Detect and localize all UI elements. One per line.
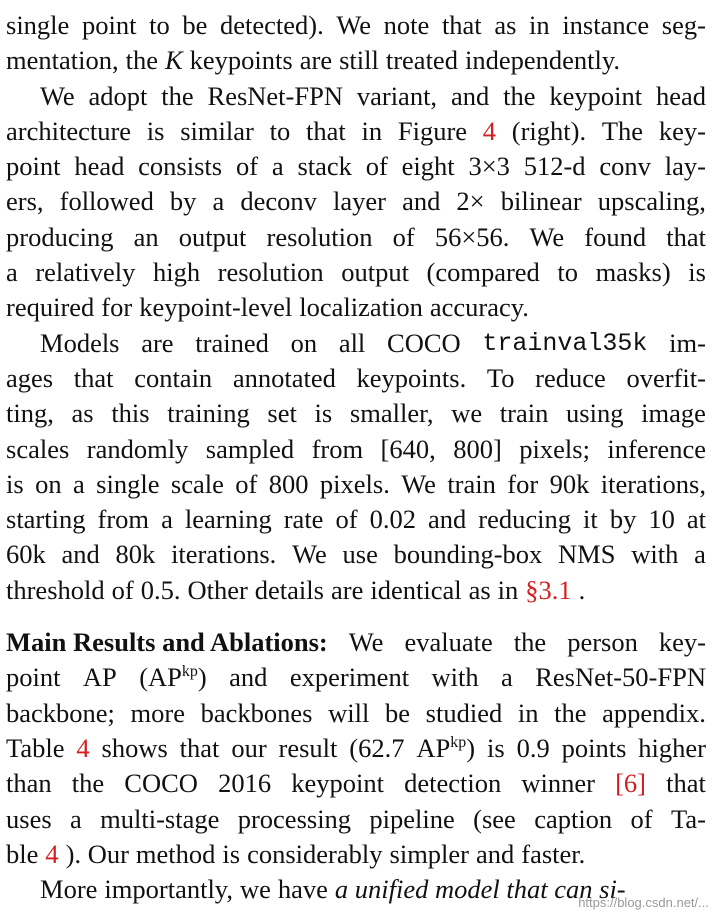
word: reduce xyxy=(535,362,606,393)
word: sampled xyxy=(205,433,295,464)
punctuation: ) xyxy=(466,732,476,763)
word: details xyxy=(254,574,324,605)
text-line xyxy=(6,537,706,572)
word: a xyxy=(212,186,225,217)
word: as xyxy=(494,10,517,40)
word: scales xyxy=(6,433,70,464)
word: we xyxy=(451,398,483,429)
word: point xyxy=(6,151,61,182)
word: that xyxy=(441,10,482,40)
word: localization xyxy=(299,292,423,323)
word: to xyxy=(149,10,170,40)
word: and xyxy=(428,504,467,535)
word: in xyxy=(497,574,519,605)
word: a xyxy=(501,662,513,693)
text-line xyxy=(6,79,706,114)
word: are xyxy=(330,574,364,605)
word: processing xyxy=(237,803,352,834)
word: this xyxy=(111,398,150,429)
text-line xyxy=(6,467,706,502)
word: backbone; xyxy=(6,697,115,728)
word: required xyxy=(6,292,95,323)
word: a unified model that can si- xyxy=(334,874,626,905)
word: keypoint xyxy=(549,80,643,111)
text-line xyxy=(6,361,706,396)
word: (AP xyxy=(139,662,182,693)
word: 800 xyxy=(268,468,309,499)
word: key- xyxy=(658,115,706,146)
word: We xyxy=(292,539,327,570)
word: for xyxy=(507,468,539,499)
word: similar xyxy=(180,115,254,146)
word: AP xyxy=(416,732,451,763)
word: of xyxy=(365,151,388,182)
word: are xyxy=(299,45,333,76)
word: (right). xyxy=(511,115,587,146)
word: caption xyxy=(534,803,613,834)
paragraph-p1 xyxy=(6,8,706,79)
word: COCO xyxy=(124,768,198,799)
word: output xyxy=(341,257,409,288)
word: single xyxy=(6,10,70,40)
word: trained xyxy=(195,327,269,358)
word: upscaling, xyxy=(597,186,706,217)
word: pixels. xyxy=(319,468,390,499)
word: (see xyxy=(473,803,516,834)
word: 3×3 xyxy=(468,151,510,182)
word: with xyxy=(431,662,479,693)
reference-link[interactable]: §3.1 xyxy=(525,574,572,605)
word: train xyxy=(447,468,496,499)
text-line xyxy=(6,802,706,837)
word: the xyxy=(513,627,547,658)
word: Ta- xyxy=(670,803,706,834)
word: in xyxy=(529,10,550,40)
word: person xyxy=(567,627,638,658)
word: trainval35k xyxy=(482,328,648,358)
word: masks) xyxy=(595,257,671,288)
word: from xyxy=(311,433,364,464)
word: NMS xyxy=(558,539,616,570)
word: adopt xyxy=(88,80,148,111)
word: the xyxy=(161,80,194,111)
word: a xyxy=(73,468,85,499)
text-line xyxy=(6,8,706,43)
word: conv xyxy=(599,151,651,182)
word: point xyxy=(81,10,137,40)
word: bounding-box xyxy=(393,539,543,570)
word: im- xyxy=(669,327,706,358)
word: pipeline xyxy=(369,803,455,834)
word: a xyxy=(161,504,173,535)
word: are xyxy=(141,327,174,358)
text-line xyxy=(6,766,706,801)
word: single xyxy=(96,468,160,499)
word: deconv xyxy=(240,186,317,217)
word: We xyxy=(336,10,372,40)
word: higher xyxy=(638,732,706,763)
word: in xyxy=(517,697,539,728)
word: training xyxy=(167,398,250,429)
word: ResNet-50-FPN xyxy=(535,662,706,693)
word: threshold xyxy=(6,574,105,605)
word: ResNet-FPN xyxy=(207,80,343,111)
word: relatively xyxy=(35,257,136,288)
word: 2× xyxy=(456,186,485,217)
word xyxy=(416,731,475,766)
word: iterations. xyxy=(171,539,277,570)
word: and xyxy=(450,80,490,111)
word: starting xyxy=(6,504,86,535)
word: evaluate xyxy=(404,627,493,658)
word: 2016 xyxy=(218,768,272,799)
word: Figure xyxy=(397,115,468,146)
word: annotated xyxy=(232,362,336,393)
word: we xyxy=(239,874,271,905)
word: 60k xyxy=(6,539,46,570)
word: result xyxy=(278,732,338,763)
word: head xyxy=(655,80,706,111)
word: simpler xyxy=(389,838,470,869)
text-line xyxy=(6,326,706,361)
word: smaller, xyxy=(349,398,434,429)
word: to xyxy=(269,115,291,146)
word: of xyxy=(235,151,259,182)
word: 512-d xyxy=(523,151,586,182)
word: consists xyxy=(138,151,223,182)
paper-text-column xyxy=(6,0,706,907)
word: resolution xyxy=(266,221,373,252)
watermark: https://blog.csdn.net/... xyxy=(578,895,709,910)
word: the xyxy=(125,45,158,76)
word: using xyxy=(566,398,624,429)
word: pixels; xyxy=(519,433,590,464)
word: backbones xyxy=(200,697,313,728)
word: still xyxy=(339,45,379,76)
word: detected). xyxy=(220,10,324,40)
word: and xyxy=(476,838,515,869)
word: that xyxy=(179,732,220,763)
word: an xyxy=(133,221,159,252)
word: as xyxy=(468,574,491,605)
word: keypoint-level xyxy=(139,292,293,323)
text-line xyxy=(6,731,706,766)
word: instance xyxy=(562,10,650,40)
word: on xyxy=(35,468,62,499)
word: K xyxy=(164,45,183,76)
word: (62.7 xyxy=(349,732,405,763)
word: producing xyxy=(6,221,114,252)
word: keypoint xyxy=(291,768,384,799)
word: as xyxy=(71,398,94,429)
word: by xyxy=(169,186,197,217)
word: We xyxy=(529,221,565,252)
word: is xyxy=(6,468,24,499)
word: with xyxy=(631,539,679,570)
word: 0.5. xyxy=(140,574,181,605)
word: overfit- xyxy=(626,362,706,393)
word: variant, xyxy=(356,80,438,111)
word: found xyxy=(584,221,647,252)
word: train xyxy=(499,398,549,429)
word: and xyxy=(229,662,268,693)
word: 80k xyxy=(115,539,156,570)
word: ting, xyxy=(6,398,54,429)
reference-link[interactable]: 4 xyxy=(482,115,497,146)
word: (compared xyxy=(426,257,540,288)
word: by xyxy=(609,504,637,535)
paragraph-p4 xyxy=(6,625,706,872)
word: from xyxy=(97,504,150,535)
word: We xyxy=(348,627,384,658)
word: the xyxy=(503,80,536,111)
word: Table xyxy=(6,732,65,763)
word: is xyxy=(314,398,333,429)
word: reducing xyxy=(478,504,572,535)
word: considerably xyxy=(247,838,383,869)
word: architecture xyxy=(6,115,132,146)
word: ble xyxy=(6,838,39,869)
superscript: kp xyxy=(181,663,198,681)
word: More xyxy=(40,874,98,905)
word: all xyxy=(338,327,366,358)
word: in xyxy=(361,115,383,146)
word: it xyxy=(583,504,598,535)
word: scale xyxy=(170,468,224,499)
word: studied xyxy=(425,697,503,728)
text-line xyxy=(6,625,706,660)
word: is xyxy=(487,732,505,763)
word: We xyxy=(401,468,436,499)
text-line xyxy=(6,837,706,872)
text-line xyxy=(6,573,706,608)
word: 10 xyxy=(648,504,675,535)
word: Other xyxy=(187,574,248,605)
word: our xyxy=(231,732,267,763)
word xyxy=(139,660,207,695)
word: is xyxy=(688,257,706,288)
word: be xyxy=(182,10,208,40)
text-line xyxy=(6,255,706,290)
word: have xyxy=(277,874,328,905)
reference-link[interactable]: 4 xyxy=(76,732,90,763)
word: set xyxy=(267,398,297,429)
word: and xyxy=(402,186,441,217)
word: 0.02 xyxy=(369,504,416,535)
text-line xyxy=(6,396,706,431)
word: of xyxy=(392,221,415,252)
word: COCO xyxy=(387,327,461,358)
word: that xyxy=(73,362,114,393)
word: faster. xyxy=(521,838,586,869)
paragraph-p2 xyxy=(6,79,706,326)
word: the xyxy=(71,768,105,799)
word: multi-stage xyxy=(100,803,220,834)
paragraph-p3 xyxy=(6,326,706,608)
word: and xyxy=(61,539,100,570)
word: detection xyxy=(404,768,502,799)
word: shows xyxy=(101,732,168,763)
word: iterations, xyxy=(600,468,706,499)
text-line xyxy=(6,502,706,537)
word: of xyxy=(630,803,653,834)
word: 800] xyxy=(453,433,502,464)
word: method xyxy=(135,838,216,869)
word: a xyxy=(694,539,706,570)
text-line xyxy=(6,184,706,219)
word: than xyxy=(6,768,52,799)
word: that xyxy=(666,221,706,252)
word: contain xyxy=(134,362,213,393)
text-line xyxy=(6,149,706,184)
word: importantly, xyxy=(104,874,233,905)
word: note xyxy=(383,10,430,40)
word: more xyxy=(130,697,185,728)
word: The xyxy=(601,115,644,146)
word: key- xyxy=(658,627,706,658)
word: Main Results and Ablations: xyxy=(6,627,328,658)
word: Models xyxy=(40,327,120,358)
text-line xyxy=(6,220,706,255)
word: layer xyxy=(333,186,386,217)
text-line xyxy=(6,696,706,731)
word: treated xyxy=(385,45,458,76)
word: for xyxy=(101,292,133,323)
word: 90k xyxy=(549,468,590,499)
word: stack xyxy=(297,151,352,182)
word: inference xyxy=(607,433,706,464)
word: points xyxy=(561,732,627,763)
reference-link[interactable]: 4 xyxy=(45,838,59,869)
word: will xyxy=(328,697,370,728)
word: keypoints. xyxy=(356,362,467,393)
word: experiment xyxy=(289,662,410,693)
word: 56×56. xyxy=(434,221,510,252)
word: ). Our xyxy=(65,838,129,869)
punctuation: ) xyxy=(197,662,207,693)
word: that xyxy=(305,115,346,146)
text-line xyxy=(6,660,706,695)
word: identical xyxy=(370,574,462,605)
word: the xyxy=(554,697,587,728)
text-line xyxy=(6,432,706,467)
word: head xyxy=(74,151,125,182)
word: output xyxy=(178,221,247,252)
word: of xyxy=(111,574,134,605)
word: is xyxy=(146,115,165,146)
word: a xyxy=(6,257,18,288)
word: that xyxy=(666,768,706,799)
word: winner xyxy=(521,768,595,799)
word: on xyxy=(290,327,318,358)
word: use xyxy=(342,539,378,570)
word: mentation, xyxy=(6,45,119,76)
word: high xyxy=(152,257,201,288)
word: followed xyxy=(59,186,154,217)
word: . xyxy=(578,574,586,605)
word: eight xyxy=(401,151,455,182)
reference-link[interactable]: [6] xyxy=(615,768,646,799)
word: to xyxy=(557,257,578,288)
word: independently. xyxy=(464,45,620,76)
text-line xyxy=(6,290,706,325)
word: learning xyxy=(184,504,272,535)
word: lay- xyxy=(664,151,706,182)
word: image xyxy=(641,398,706,429)
word: keypoints xyxy=(189,45,293,76)
word: of xyxy=(235,468,258,499)
word: resolution xyxy=(217,257,324,288)
word: 0.9 xyxy=(516,732,550,763)
word: We xyxy=(40,80,75,111)
superscript: kp xyxy=(450,733,467,751)
word: a xyxy=(70,803,82,834)
word: point xyxy=(6,662,61,693)
word: randomly xyxy=(86,433,189,464)
word: accuracy. xyxy=(429,292,529,323)
word: To xyxy=(486,362,515,393)
word: seg- xyxy=(661,10,706,40)
word: of xyxy=(335,504,358,535)
word: bilinear xyxy=(500,186,582,217)
word: ers, xyxy=(6,186,44,217)
word: rate xyxy=(283,504,324,535)
word: [640, xyxy=(380,433,436,464)
word: ages xyxy=(6,362,54,393)
text-line xyxy=(6,43,706,78)
word: a xyxy=(271,151,284,182)
word: AP xyxy=(82,662,117,693)
text-line xyxy=(6,114,706,149)
word: be xyxy=(385,697,411,728)
word: appendix. xyxy=(602,697,706,728)
word: is xyxy=(222,838,241,869)
word: at xyxy=(686,504,706,535)
word: uses xyxy=(6,803,52,834)
